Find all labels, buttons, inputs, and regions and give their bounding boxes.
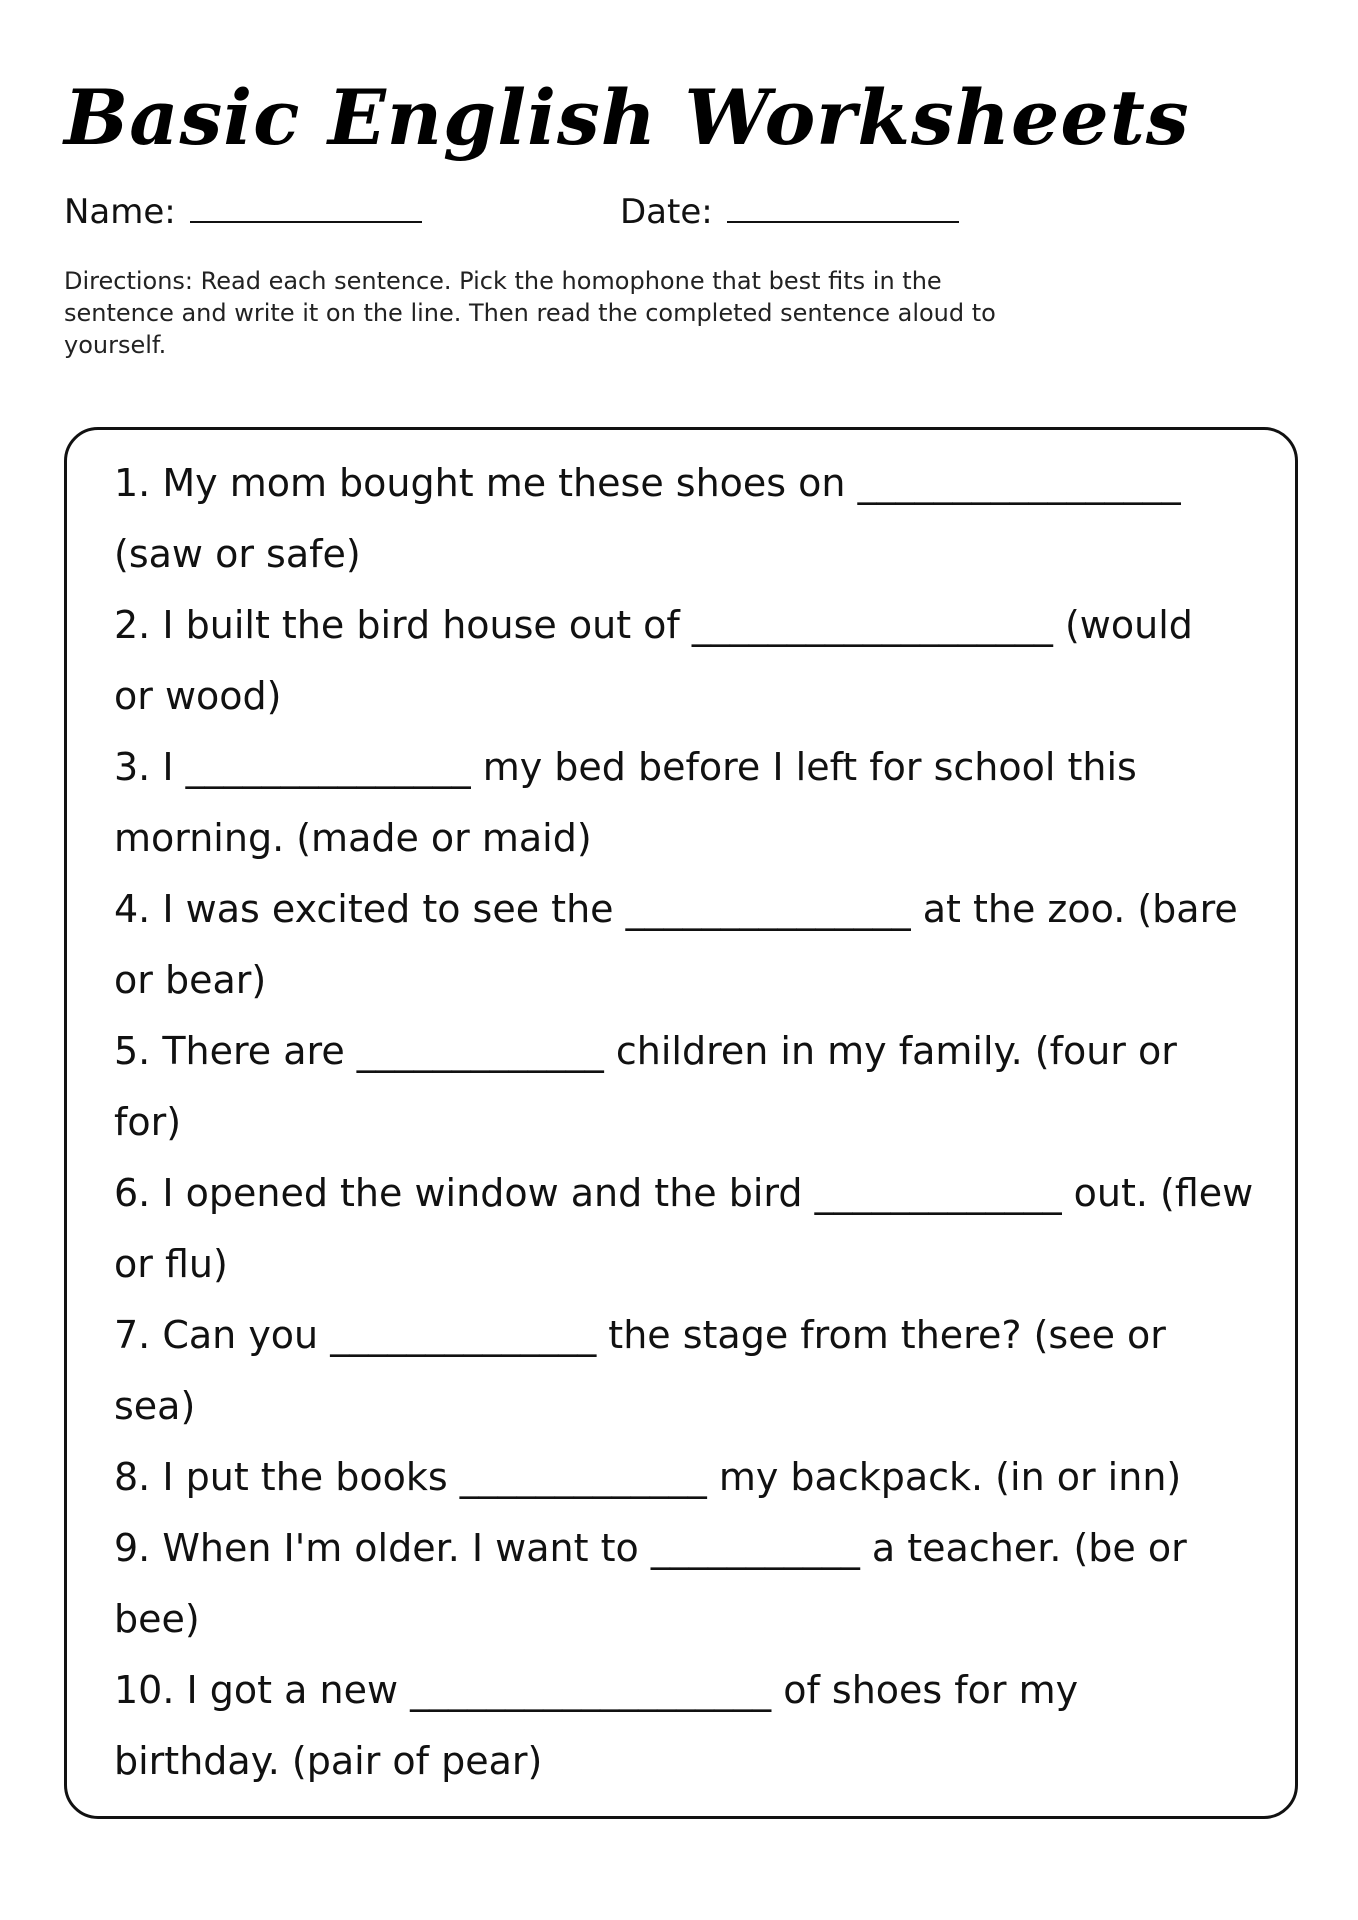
question-line: 1. My mom bought me these shoes on _________________ — [114, 461, 1181, 505]
question-item — [114, 1442, 1294, 1513]
date-field — [620, 190, 959, 234]
question-item — [114, 874, 1294, 1016]
name-label: Name: — [64, 192, 176, 232]
question-line: 4. I was excited to see the _______________ at the zoo. (bare — [114, 887, 1238, 931]
question-line: 9. When I'm older. I want to ___________ a teacher. (be or — [114, 1526, 1187, 1570]
question-item — [114, 1655, 1294, 1797]
question-line: for) — [114, 1100, 182, 1144]
question-line: sea) — [114, 1384, 196, 1428]
question-item — [114, 448, 1294, 590]
question-item — [114, 1300, 1294, 1442]
date-label: Date: — [620, 192, 713, 232]
question-line: 3. I _______________ my bed before I left for school this — [114, 745, 1137, 789]
question-line: 5. There are _____________ children in my family. (four or — [114, 1029, 1177, 1073]
question-line: or flu) — [114, 1242, 228, 1286]
question-item — [114, 590, 1294, 732]
question-line: birthday. (pair of pear) — [114, 1739, 543, 1783]
question-line: morning. (made or maid) — [114, 816, 592, 860]
question-line: 6. I opened the window and the bird _____________ out. (flew — [114, 1171, 1254, 1215]
question-item — [114, 1513, 1294, 1655]
name-blank-line — [190, 191, 422, 223]
question-list — [114, 448, 1294, 1797]
directions-text: Directions: Read each sentence. Pick the homophone that best fits in the sentence and write it on the line. Then read the completed sentence aloud to yourself. — [64, 267, 996, 359]
date-blank-line — [727, 191, 959, 223]
question-line: 2. I built the bird house out of ___________________ (would — [114, 603, 1193, 647]
worksheet-title: Basic English Worksheets — [64, 73, 1190, 162]
question-line: (saw or safe) — [114, 532, 361, 576]
question-item — [114, 732, 1294, 874]
question-item — [114, 1158, 1294, 1300]
question-line: or wood) — [114, 674, 282, 718]
question-item — [114, 1016, 1294, 1158]
name-field — [64, 190, 422, 234]
question-line: or bear) — [114, 958, 267, 1002]
question-line: 8. I put the books _____________ my backpack. (in or inn) — [114, 1455, 1182, 1499]
question-line: 10. I got a new ___________________ of shoes for my — [114, 1668, 1079, 1712]
question-line: bee) — [114, 1597, 200, 1641]
question-line: 7. Can you ______________ the stage from there? (see or — [114, 1313, 1166, 1357]
